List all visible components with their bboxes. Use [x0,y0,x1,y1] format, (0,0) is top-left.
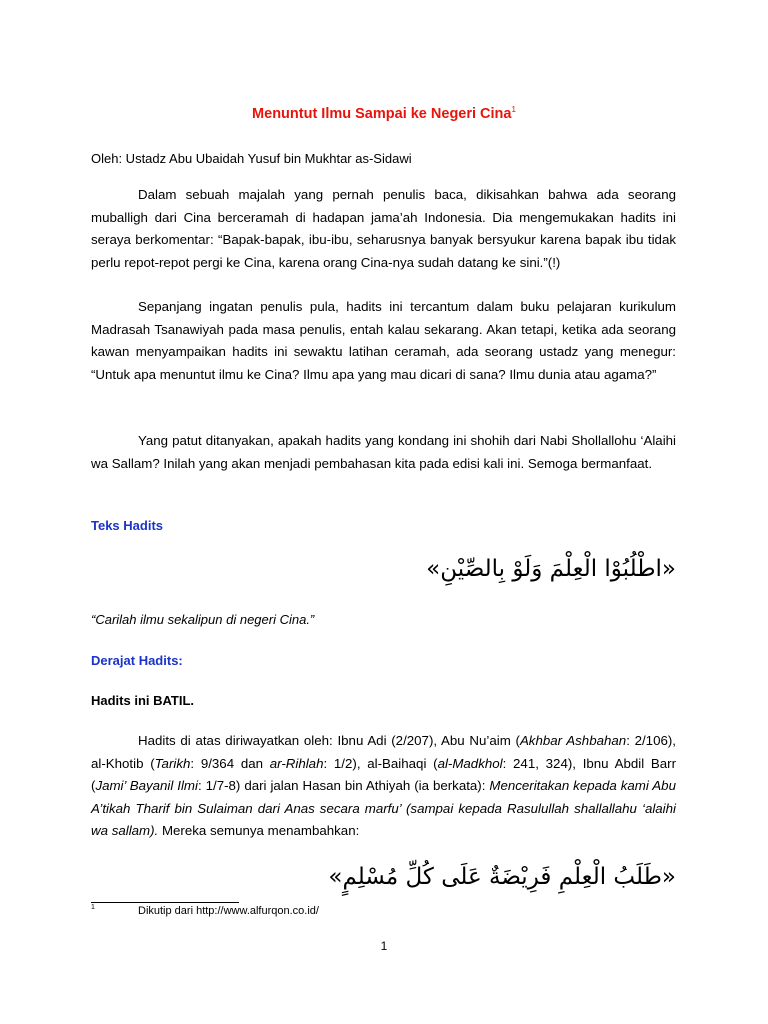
narration-italic: ar-Rihlah [269,755,324,771]
footnote-mark: 1 [91,904,95,911]
author-byline: Oleh: Ustadz Abu Ubaidah Yusuf bin Mukhtar as-Sidawi [91,151,412,166]
section-heading-teks-hadits: Teks Hadits [91,518,164,533]
narration-italic: Akhbar Ashbahan [519,733,627,748]
narration-text: : 241, 324), Ibnu Abdil Barr ( [91,755,677,793]
narration-italic: Tarikh [154,755,191,771]
narration-italic: al-Madkhol [437,755,503,771]
footnote-divider [91,902,239,903]
narration-paragraph [91,730,676,843]
narration-text: : 1/2), al-Baihaqi ( [323,755,438,771]
hadith-verdict: Hadits ini BATIL. [91,693,195,708]
title-footnote-ref: 1 [511,105,516,115]
title-text: Menuntut Ilmu Sampai ke Negeri Cina [252,106,512,122]
narration-text: : 1/7-8) dari jalan Hasan bin Athiyah (ia berkata): [197,778,490,793]
intro-paragraph-1: Dalam sebuah majalah yang pernah penulis baca, dikisahkan bahwa ada seorang muballigh dari Cina berceramah di hadapan jama’ah Indonesia. Dia mengemukakan hadits ini seraya berkomentar: “Bapak-bapak, ibu-ibu, seharusnya banyak bersyukur karena bapak ibu tidak perlu repot-repot pergi ke Cina, karena orang Cina-nya sudah datang ke sini.”(!) [91,187,676,270]
narration-text: Mereka semunya menambahkan: [158,823,360,838]
hadith-translation: “Carilah ilmu sekalipun di negeri Cina.” [91,612,315,627]
intro-paragraph-3: Yang patut ditanyakan, apakah hadits yang kondang ini shohih dari Nabi Shollallohu ‘Alaihi wa Sallam? Inilah yang akan menjadi pembahasan kita pada edisi kali ini. Semoga bermanfaat. [91,433,676,471]
narration-text: Hadits di atas diriwayatkan oleh: Ibnu Adi (2/207), Abu Nu’aim ( [138,733,520,748]
intro-paragraph-2: Sepanjang ingatan penulis pula, hadits ini tercantum dalam buku pelajaran kurikulum Madrasah Tsanawiyah pada masa penulis, entah kalau sekarang. Akan tetapi, ketika ada seorang kawan menyampaikan hadits ini sewaktu latihan ceramah, ada seorang ustadz yang menegur: “Untuk apa menuntut ilmu ke Cina? Ilmu apa yang mau dicari di sana? Ilmu dunia atau agama?” [91,299,676,382]
document-title [0,106,768,122]
page-number: 1 [380,939,388,953]
narration-text: : 2/106), al-Khotib ( [91,733,676,771]
narration-italic: Jami’ Bayanil Ilmi [95,778,198,793]
footnote-text: Dikutip dari http://www.alfurqon.co.id/ [138,905,319,917]
section-heading-derajat-hadits: Derajat Hadits: [91,653,183,668]
arabic-hadith-text-2: «طَلَبُ الْعِلْمِ فَرِيْضَةٌ عَلَى كُلِّ مُسْلِمٍ» [328,864,676,890]
arabic-hadith-text: «اطْلُبُوْا الْعِلْمَ وَلَوْ بِالصِّيْنِ» [426,556,676,582]
narration-text: : 9/364 dan [190,755,270,771]
narration-italic: Menceritakan kepada kami Abu A’tikah Tharif bin Sulaiman dari Anas secara marfu’ (sampai kepada Rasulullah shallallahu ‘alaihi wa sallam). [91,778,676,838]
